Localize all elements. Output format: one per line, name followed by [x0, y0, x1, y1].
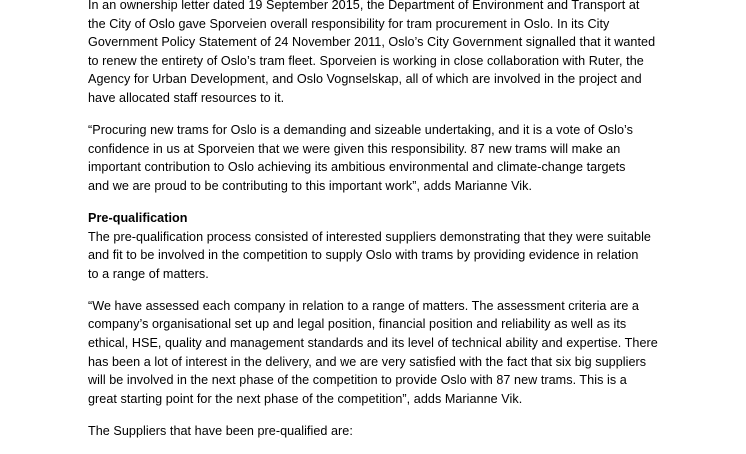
paragraph-quote-assessment: “We have assessed each company in relation to a range of matters. The assessment criteria are a company’s organisational set up and legal position, financial position and reliability as well as its ethical, HSE, quality and management standards and its level of technical ability and expertise. There has been a lot of interest in the delivery, and we are very satisfied with the fact that six big suppliers will be involved in the next phase of the competition to provide Oslo with 87 new trams. This is a great starting point for the next phase of the competition”, adds Marianne Vik. [88, 298, 658, 406]
heading-prequalification: Pre-qualification [88, 210, 188, 225]
document-page [88, 0, 688, 454]
paragraph-ownership-letter: In an ownership letter dated 19 September 2015, the Department of Environment and Transport at the City of Oslo gave Sporveien overall responsibility for tram procurement in Oslo. In its City Government Policy Statement of 24 November 2011, Oslo’s City Government signalled that it wanted to renew the entirety of Oslo’s tram fleet. Sporveien is working in close collaboration with Ruter, the Agency for Urban Development, and Oslo Vognselskap, all of which are involved in the project and have allocated staff resources to it. [88, 0, 656, 105]
paragraph-quote-procuring: “Procuring new trams for Oslo is a demanding and sizeable undertaking, and it is a vote of Oslo’s confidence in us at Sporveien that we were given this responsibility. 87 new trams will make an important contribution to Oslo achieving its ambitious environmental and climate-change targets and we are proud to be contributing to this important work”, adds Marianne Vik. [88, 123, 634, 193]
paragraph-suppliers-intro: The Suppliers that have been pre-qualified are: [88, 423, 353, 438]
paragraph-prequalification-process: The pre-qualification process consisted of interested suppliers demonstrating that they were suitable and fit to be involved in the competition to supply Oslo with trams by providing evidence in relation to a range of matters. [88, 229, 651, 281]
